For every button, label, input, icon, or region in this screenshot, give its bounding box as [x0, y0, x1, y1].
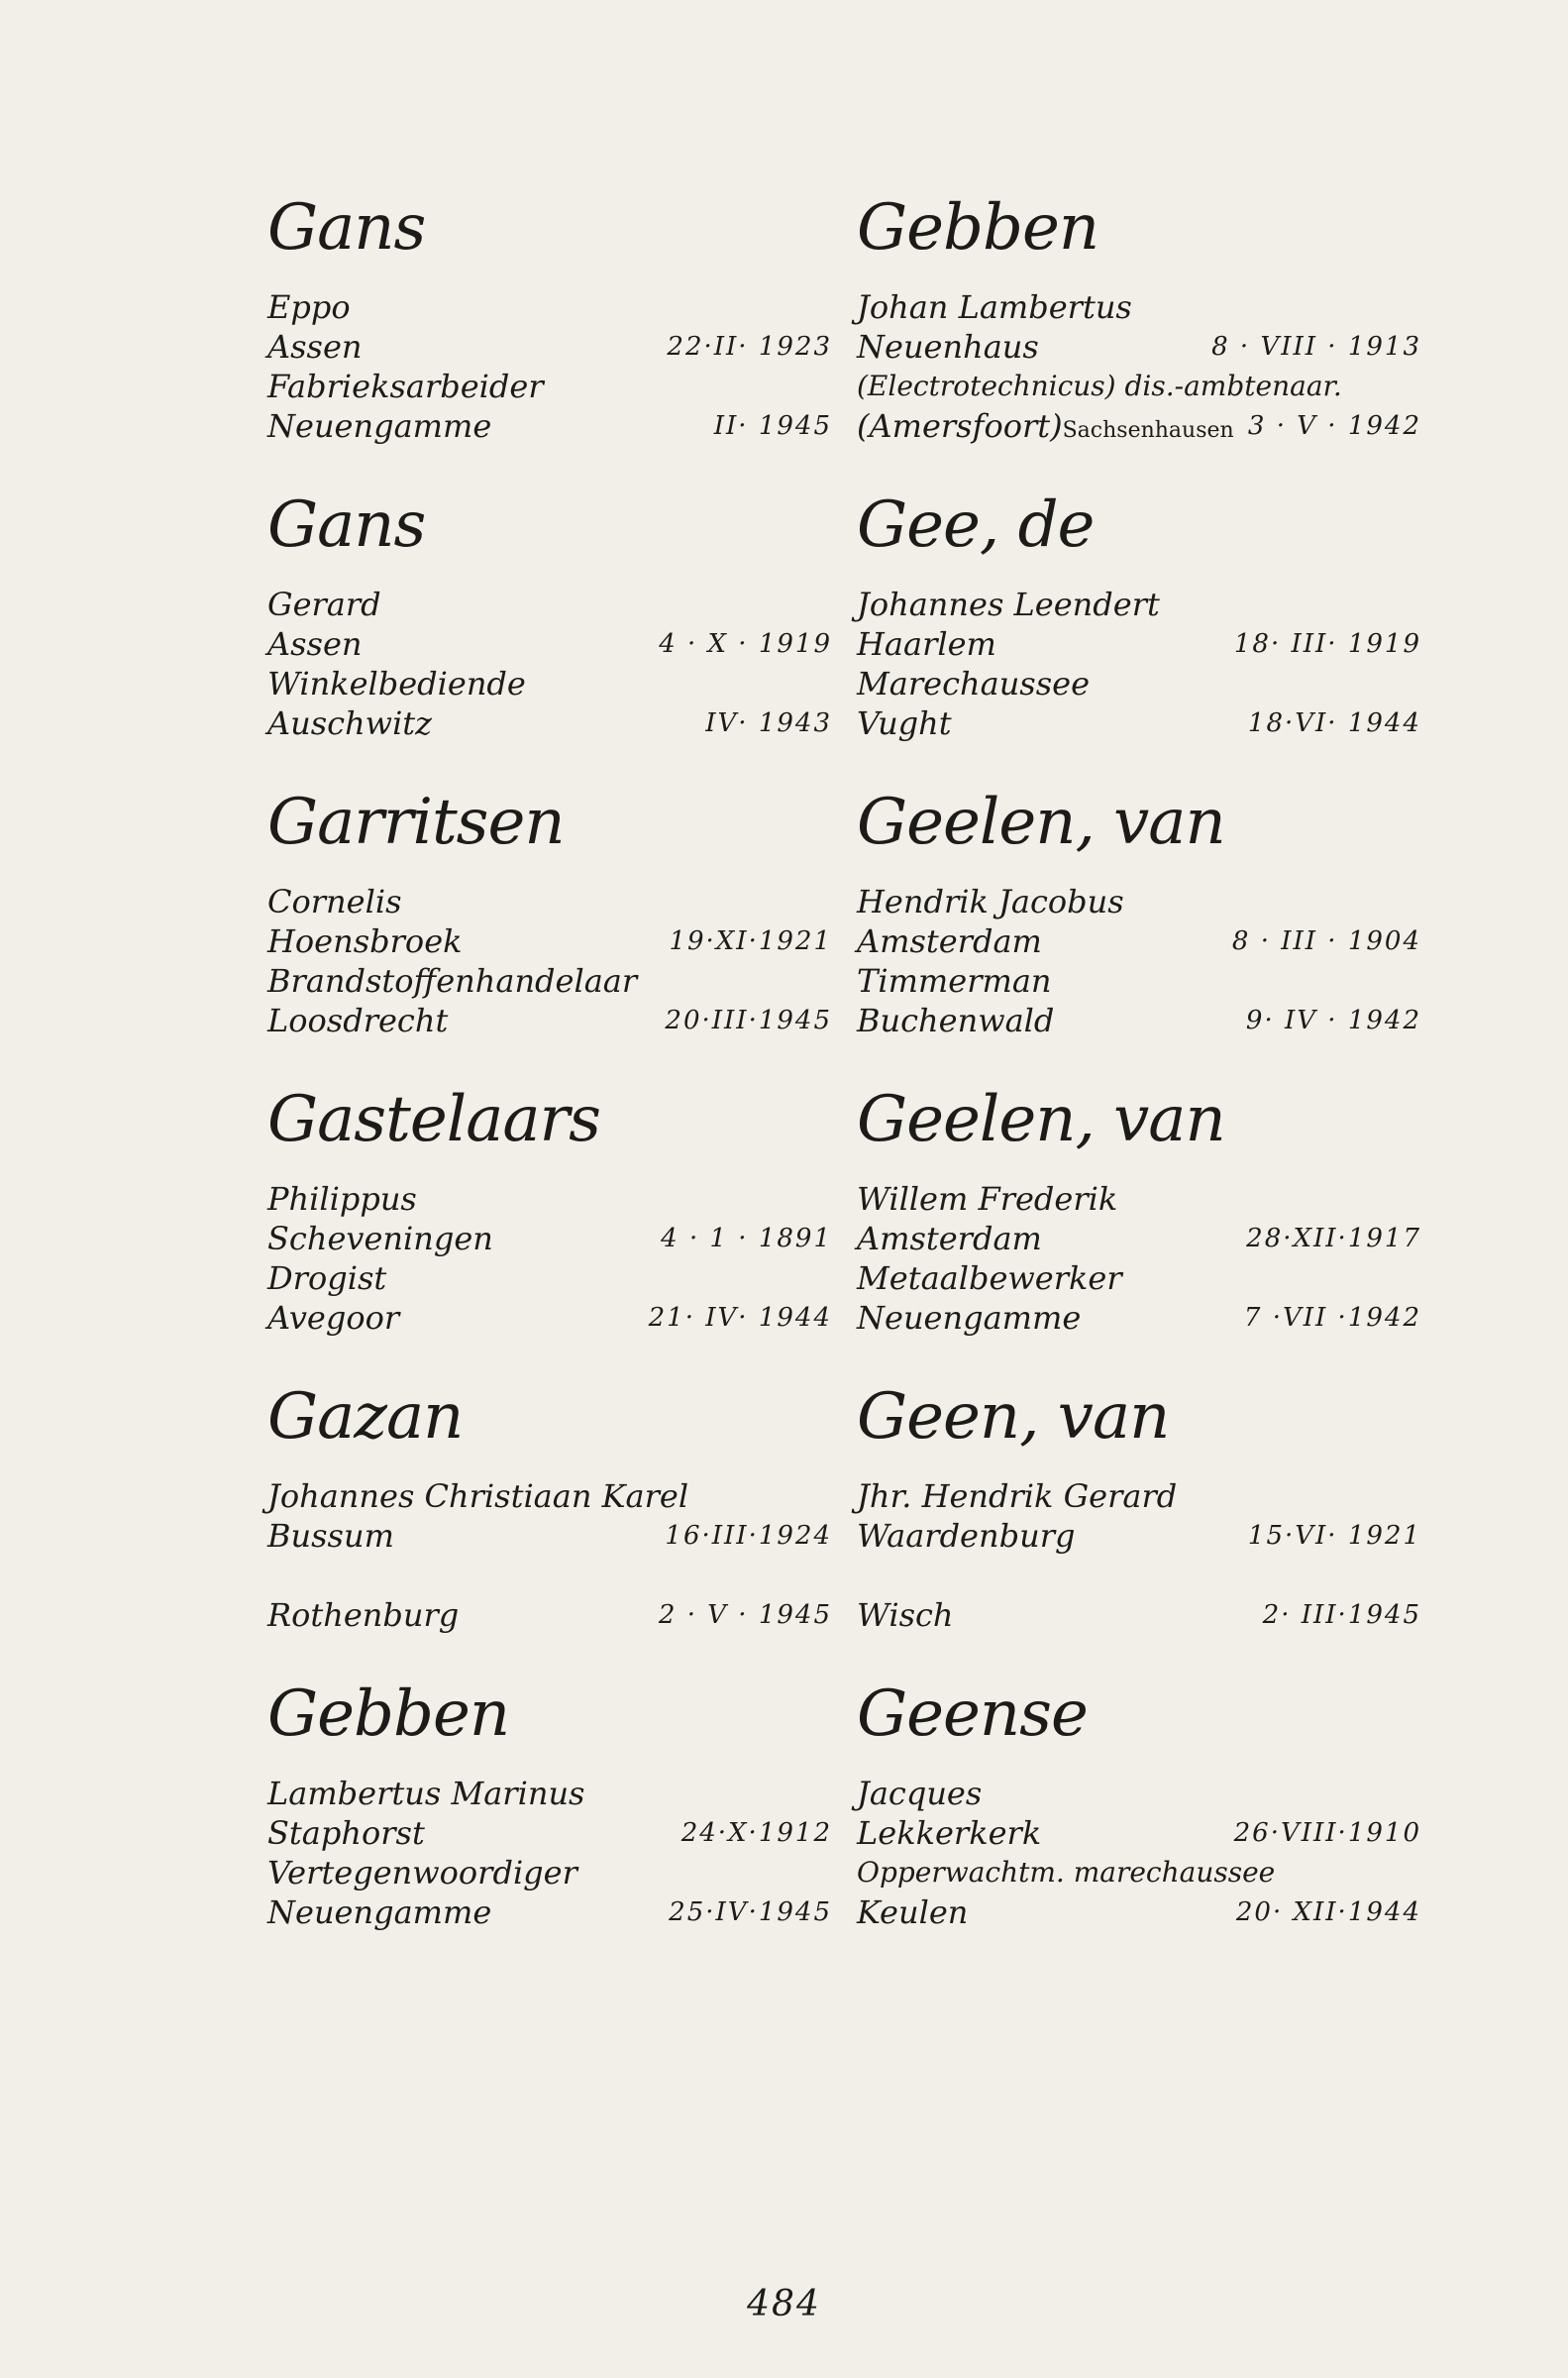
birth-line: Assen 4 · X · 1919: [267, 625, 832, 663]
surname: Gebben: [267, 1677, 510, 1751]
birth-date: 8 · VIII · 1913: [1211, 332, 1421, 362]
death-date: 25·IV·1945: [669, 1897, 832, 1927]
entry: [857, 1080, 1421, 1338]
entry: [267, 188, 832, 446]
death-line: Avegoor 21· IV· 1944: [267, 1299, 832, 1337]
occupation-line: Drogist: [267, 1259, 387, 1297]
birth-line: Staphorst 24·X·1912: [267, 1814, 832, 1852]
death-line: (Amersfoort)Sachsenhausen 3 · V · 1942: [857, 407, 1421, 445]
birth-line: Hoensbroek 19·XI·1921: [267, 922, 832, 960]
birth-date: 28·XII·1917: [1246, 1224, 1421, 1253]
surname: Garritsen: [267, 786, 565, 859]
surname: Gans: [267, 488, 426, 562]
entry: [267, 1377, 832, 1635]
death-line: Keulen 20· XII·1944: [857, 1893, 1421, 1931]
occupation-line: Metaalbewerker: [857, 1259, 1122, 1297]
birth-date: 18· III· 1919: [1233, 629, 1421, 659]
entry: [857, 1675, 1421, 1932]
given-name-line: Willem Frederik: [857, 1180, 1118, 1218]
given-name-line: Jhr. Hendrik Gerard: [857, 1477, 1178, 1515]
death-date: 18·VI· 1944: [1247, 708, 1421, 738]
birth-date: 19·XI·1921: [669, 926, 832, 956]
given-name-line: Philippus: [267, 1180, 417, 1218]
death-date: 20· XII·1944: [1235, 1897, 1421, 1927]
death-line: Neuengamme 25·IV·1945: [267, 1893, 832, 1931]
death-date: II· 1945: [713, 411, 832, 441]
given-name-line: Eppo: [267, 288, 351, 326]
death-date: 2 · V · 1945: [658, 1600, 832, 1630]
birth-date: 22·II· 1923: [667, 332, 832, 362]
occupation-line: Fabrieksarbeider: [267, 368, 544, 405]
birth-line: Neuenhaus 8 · VIII · 1913: [857, 328, 1421, 366]
death-line: Loosdrecht 20·III·1945: [267, 1002, 832, 1039]
entry: [267, 1675, 832, 1932]
given-name-line: Johan Lambertus: [857, 288, 1132, 326]
occupation-line: [267, 1556, 832, 1595]
surname: Geense: [857, 1677, 1088, 1751]
given-name-line: Cornelis: [267, 883, 402, 920]
death-date: 3 · V · 1942: [1247, 411, 1421, 441]
birth-line: Scheveningen 4 · 1 · 1891: [267, 1220, 832, 1257]
surname: Gastelaars: [267, 1083, 600, 1156]
death-place-note: Sachsenhausen: [1062, 418, 1234, 443]
occupation-line: [857, 1556, 1421, 1595]
death-date: IV· 1943: [705, 708, 832, 738]
birth-date: 24·X·1912: [680, 1818, 832, 1848]
occupation-line: Vertegenwoordiger: [267, 1854, 577, 1892]
entry: [857, 188, 1421, 446]
given-name-line: Johannes Christiaan Karel: [267, 1477, 689, 1515]
death-line: Neuengamme 7 ·VII ·1942: [857, 1299, 1421, 1337]
occupation-line: Opperwachtm. marechaussee: [857, 1856, 1276, 1889]
death-date: 20·III·1945: [665, 1006, 832, 1035]
surname: Geelen, van: [857, 1083, 1225, 1156]
entry: [267, 486, 832, 743]
death-line: Auschwitz IV· 1943: [267, 704, 832, 742]
surname: Gazan: [267, 1380, 464, 1454]
birth-date: 15·VI· 1921: [1247, 1521, 1421, 1551]
death-date: 2· III·1945: [1262, 1600, 1421, 1630]
birth-date: 16·III·1924: [665, 1521, 832, 1551]
birth-line: Bussum 16·III·1924: [267, 1517, 832, 1555]
occupation-line: Brandstoffenhandelaar: [267, 962, 638, 1000]
death-line: Rothenburg 2 · V · 1945: [267, 1596, 832, 1634]
death-date: 21· IV· 1944: [648, 1303, 832, 1333]
death-line: Buchenwald 9· IV · 1942: [857, 1002, 1421, 1039]
death-line: Wisch 2· III·1945: [857, 1596, 1421, 1634]
entry: [857, 1377, 1421, 1635]
entry: [267, 1080, 832, 1338]
surname: Gebben: [857, 191, 1099, 265]
death-date: 7 ·VII ·1942: [1243, 1303, 1421, 1333]
entry: [267, 783, 832, 1040]
birth-date: 4 · X · 1919: [659, 629, 832, 659]
occupation-line: Marechaussee: [857, 665, 1091, 703]
death-line: Neuengamme II· 1945: [267, 407, 832, 445]
birth-date: 8 · III · 1904: [1231, 926, 1421, 956]
surname: Geelen, van: [857, 786, 1225, 859]
birth-line: Assen 22·II· 1923: [267, 328, 832, 366]
birth-line: Amsterdam 8 · III · 1904: [857, 922, 1421, 960]
given-name-line: Johannes Leendert: [857, 586, 1160, 623]
page-number: 484: [747, 2284, 821, 2324]
birth-line: Waardenburg 15·VI· 1921: [857, 1517, 1421, 1555]
surname: Geen, van: [857, 1380, 1170, 1454]
surname: Gans: [267, 191, 426, 265]
entry: [857, 486, 1421, 743]
given-name-line: Gerard: [267, 586, 381, 623]
death-date: 9· IV · 1942: [1245, 1006, 1421, 1035]
given-name-line: Lambertus Marinus: [267, 1775, 585, 1812]
surname: Gee, de: [857, 488, 1095, 562]
occupation-line: (Electrotechnicus) dis.-ambtenaar.: [857, 370, 1342, 402]
occupation-line: Winkelbediende: [267, 665, 526, 703]
birth-date: 26·VIII·1910: [1233, 1818, 1421, 1848]
given-name-line: Hendrik Jacobus: [857, 883, 1124, 920]
occupation-line: Timmerman: [857, 962, 1052, 1000]
entry: [857, 783, 1421, 1040]
death-line: Vught 18·VI· 1944: [857, 704, 1421, 742]
birth-line: Amsterdam 28·XII·1917: [857, 1220, 1421, 1257]
birth-line: Haarlem 18· III· 1919: [857, 625, 1421, 663]
birth-date: 4 · 1 · 1891: [661, 1224, 832, 1253]
birth-line: Lekkerkerk 26·VIII·1910: [857, 1814, 1421, 1852]
given-name-line: Jacques: [857, 1775, 983, 1812]
